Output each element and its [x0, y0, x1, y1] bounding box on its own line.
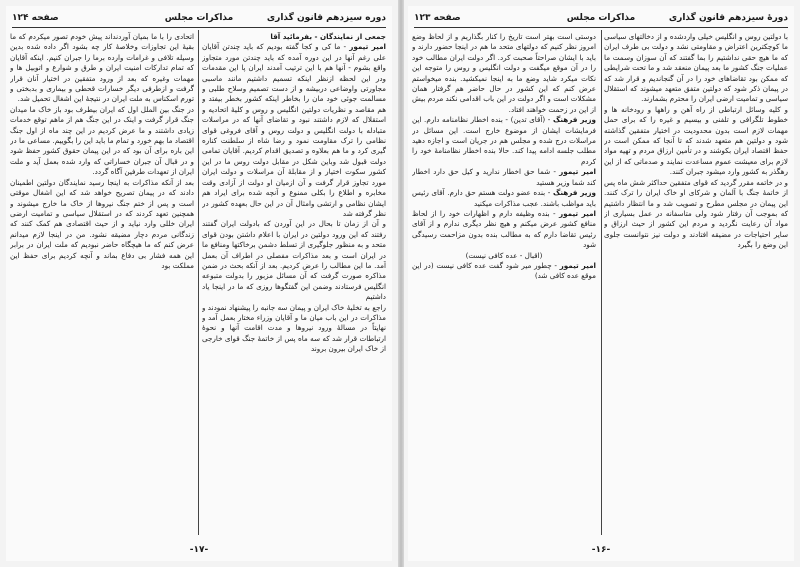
header-rule — [414, 27, 788, 28]
header-title: مذاکرات مجلس — [164, 13, 234, 23]
paragraph — [412, 115, 596, 167]
paragraph — [202, 42, 386, 219]
text-column-left — [412, 32, 596, 533]
book-gutter — [398, 0, 404, 567]
speaker-name: امیر تیمور — [559, 260, 596, 270]
speech-text: اتحادی را با ما بمیان آوردنداند پیش خودم تصور میکردم که ما بقیهٔ این تجاوزات وخلاصهٔ کار چه بشود اگر داده شده بدین وسیله تلافی و غرامات وارده برما را جبران کنیم. اینکه آقایان که تمام تدارکات امنیت ایران و طرق و شوارع و اتوبیل ها و مهمات وغیره که بعد از ورود متفقین در اختیار آنان قرار گرفت و ازطرفی دیگر خسارات قحطی و بیماری و بدبختی و تورم اسکناس به ملت ایران در نتیجهٔ این اشغال تحمیل شد. — [10, 32, 194, 104]
text-column-left — [10, 32, 194, 533]
speaker-name: جمعی از نمایندگان - بفرمائید آقا — [270, 32, 386, 41]
speech-text: و کلیه وسائل ارتباطی از راه آهن و راهها و رودخانه ها و خطوط تلگرافی و تلفنی و بیسیم و غیره را که برای حمل مهمات لازم است بدون محدودیت در اختیار متفقین گذاشته شود و دولتین هم متعهد شدند که تا آنجا که ممکن است در حفظ اقتصاد ایران بکوشند و در تأمین ارزاق مردم و تهیه مواد لازم برای معیشت عموم مساعدت نمایند و صدماتی که از این رهگذر به کشور وارد میشود جبران کنند. — [604, 104, 788, 177]
paragraph — [10, 105, 194, 178]
paragraph — [604, 32, 788, 105]
paragraph — [412, 251, 596, 261]
speech-text: - ما کی و کجا گفته بودیم که باید چندتن آقایان علی رغم آنها در این دوره آمده که باید چندتن مورد متجاوز واقع بشوم - آنها هم با این ترتیب آمدند ایران پا این مقدمات ودر این لحظه ازنظر اینکه تسمیم داشتیم مانند ماسبی مجاورتی واوضاعی دربیشه و از دست تصمیم وسلاح طلبی و مسالمت جوئی خود مان را بخاطر اینکه کشور بخطر بیفتد و هم مقاصد و نظریات دولتین انگلیس و روس و کلیهٔ اتحادیه و استقلال که لازم داشتند نبود و تقاضای آنها که در مراسلات متبادله با دولت انگلیس و دولت روس و آقای فروغی قوای نظامی را ترک مقاومت نمود و رضا شاه از سلطنت کناره گیری کرد و ما هم بعلاوه و تصدیق اقدام کردیم. آقایان تمامی دولت قبول شد وباین شکل در مقابل دولت روس ما در این کشور سکوت اختیار و از مقابلهٔ آن مراسلات و دولت ایران مورد تجاوز قرار گرفت و آن ازمیان او دولت از آزادی وقت مخابره و اطلاع را بکلی ممنوع و آنچه شده برای ایراد هم ایشان نظامی و ارتشی وامثال آن در این حال بعهده کشور در نظر گرفته شد — [202, 42, 386, 218]
column-divider — [198, 30, 199, 535]
speech-text: - بنده عضو دولت هستم حق دارم. آقای رئیس باید مواظب باشند. عجب مذاکرات میکنید — [412, 188, 596, 208]
paragraph — [202, 32, 386, 42]
header-rule — [12, 27, 386, 28]
page-124 — [6, 6, 392, 561]
speaker-name: امیر تیمور — [558, 208, 596, 218]
speech-text: و آن از زمان تا بحال در این آوردن که بادولت ایران گفتند رفتند که این ورود دولتین در ایران با اعلام داشتن بودن قوای متحد و به منظور جلوگیری از تسلط دشمن برخاکتها ومنافع ما در ایران است و بعد مذاکرات مفصلی در اطراف آن بعمل آمد. ما این مطالب را عرض کردیم. بعد از آنکه بحث در ضمن مذاکره صورت گرفت که آن مسائل مزبور را بدولت متبوعه انگلیس فرستادند وضمن این گفتگوها روزی که ما در اینجا یاد داشتیم — [202, 219, 386, 302]
column-divider — [601, 30, 602, 535]
header-session: دورهٔ سیزدهم قانون گذاری — [668, 13, 788, 23]
speech-text: - شما حق اخطار ندارید و کیل حق دارد اخطار کند شما وزیر هستید — [412, 167, 596, 187]
paragraph — [10, 32, 194, 105]
speaker-name: امیر تیمور — [559, 167, 596, 177]
speech-text: در جنگ بین الملل اول که ایران بیطرف بود باز خاک ما میدان جنگ قرار گرفت و اینک در این جنگ هم از ماهم توقع خدمات زیادی داشتند و ما عرض کردیم در این چند ماه از اول جنگ اقتصاد ما بهم خورد و تمام ما باید این را بگوییم. مساعی ما در این باره برای آن بود که در این پیمان حقوق کشور حفظ شود و در قبال آن جبران خساراتی که وارد شده بعمل آید و ملت ایران از تعهدات طرفین آگاه گردد. — [10, 104, 194, 177]
paragraph — [604, 178, 788, 251]
header-page-number: صفحه ۱۲۴ — [12, 13, 59, 23]
text-column-right — [202, 32, 386, 533]
paragraph — [412, 188, 596, 209]
paragraph — [10, 178, 194, 272]
paragraph — [412, 167, 596, 188]
speech-text: و در خاتمه مقرر گردید که قوای متفقین حداکثر شش ماه پس از خاتمهٔ جنگ با آلمان و شرکای او خاک ایران را ترک کنند. این پیمان در مجلس مطرح و تصویب شد و ما انتظار داشتیم که بموجب آن رفتار شود ولی متاسفانه در عمل بسیاری از مواد آن رعایت نگردید و مردم این کشور از حیث ارزاق و سایر احتیاجات در مضیقه افتادند و دولت نیز نتوانست جلوی این وضع را بگیرد — [604, 177, 788, 250]
page-footer-number: -۱۶- — [591, 545, 611, 555]
paragraph — [202, 303, 386, 355]
speaker-name: امیر تیمور — [349, 42, 386, 52]
speaker-name: وزیر فرهنگ — [552, 188, 596, 198]
speech-text: با دولتین روس و انگلیس خیلی واردشده و از دخالتهای سیاسی ما کوچکترین اعتراض و مقاومتی نشد و دولت بی طرف ایران که ما هیچ حقی نداشتیم را بما گفتند که آن سوزان وسمت ما عملیات جنگ کشور ما بعد پیمان منعقد شد و ما تحت شرایطی که ممکن بود تقاضاهای خود را در آن گنجاندیم و قرار شد که در پیمان ذکر شود که دولتین متفق متعهد میشوند که استقلال سیاسی و تمامیت ارضی ایران را محترم بشمارند. — [604, 32, 788, 104]
paragraph — [412, 261, 596, 282]
speech-text: دوستی است بهتر است تاریخ را کنار بگذاریم و از لحاظ وضع امروز نظر کنیم که دولتهای متحد ما هم در اینجا حضور دارند و باید با ایشان صراحتاً صحبت کرد. اگر دولت ایران مطالب خود را در آن موقع میگفت و دولت انگلیس و روس را متوجه این نکات میکرد شاید وضع ما به اینجا نمیکشید. بنده میخواستم عرض کنم که این کشور در حال حاضر هم گرفتار همان مشکلات است و اگر دولت در این باب اقدامی نکند مردم بیش از این در زحمت خواهند افتاد. — [412, 32, 596, 114]
page-123 — [408, 6, 794, 561]
header-page-number: صفحه ۱۲۳ — [414, 13, 461, 23]
page-footer-number: -۱۷- — [189, 545, 209, 555]
header-title: مذاکرات مجلس — [566, 13, 636, 23]
paragraph — [412, 209, 596, 251]
page-header — [12, 10, 386, 26]
speech-text: بعد از آنکه مذاکرات به اینجا رسید نمایندگان دولتین اطمینان دادند که در پیمان تصریح خواهد شد که این اشغال موقتی است و پس از ختم جنگ نیروها از خاک ما خارج میشوند و همچنین تعهد کردند که در استقلال سیاسی و تمامیت ارضی ایران خللی وارد نیاید و از حیث اقتصادی هم کمک کنند که زندگانی مردم دچار مضیقه نشود. من در اینجا لازم میدانم عرض کنم که ما هیچگاه حاضر نبودیم که ملت ایران در برابر این همه فشار بی دفاع بماند و آنچه کردیم برای حفظ این مملکت بود — [10, 177, 194, 270]
speech-text: - بنده وظیفه دارم و اظهارات خود را از لحاظ منافع کشور عرض میکنم و هیچ نظر دیگری ندارم و از آقای رئیس تقاضا دارم که به مطالب بنده بدون مزاحمت رسیدگی شود — [412, 208, 596, 250]
speech-text: - چطور میر شود گفت عده کافی نیست (در این موقع عده کافی شد) — [412, 260, 596, 281]
text-column-right — [604, 32, 788, 533]
paragraph — [604, 105, 788, 178]
page-header — [414, 10, 788, 26]
speech-text: - (آقای تدین) - بنده اخطار نظامنامه دارم. این فرمایشات ایشان از موضوع خارج است. این مسائل در مراسلات درج شده و مجلس هم در جریان است و اجازه دهید مطلب جلسه ادامه پیدا کند. حالا بنده اخطار نظامنامهٔ خود را کردم — [412, 115, 596, 166]
paragraph — [202, 219, 386, 302]
interjection-text: (اقبال - عده کافی نیست) — [465, 250, 543, 260]
paragraph — [412, 32, 596, 115]
speech-text: راجع به تخلیهٔ خاک ایران و پیمان سه جانبه را پیشنهاد نمودند و مذاکرات در این باب میان ما و آقایان وزراء مختار بعمل آمد و نهایتاً در مسالهٔ ورود نیروها و مدت اقامت آنها و نحوهٔ ارتباطات قرار شد که سه ماه پس از خاتمهٔ جنگ قوای خارجی از خاک ایران بیرون بروند — [202, 302, 386, 354]
header-session: دوره سیزدهم قانون گذاری — [266, 13, 386, 23]
speaker-name: وزیر فرهنگ — [552, 115, 596, 125]
